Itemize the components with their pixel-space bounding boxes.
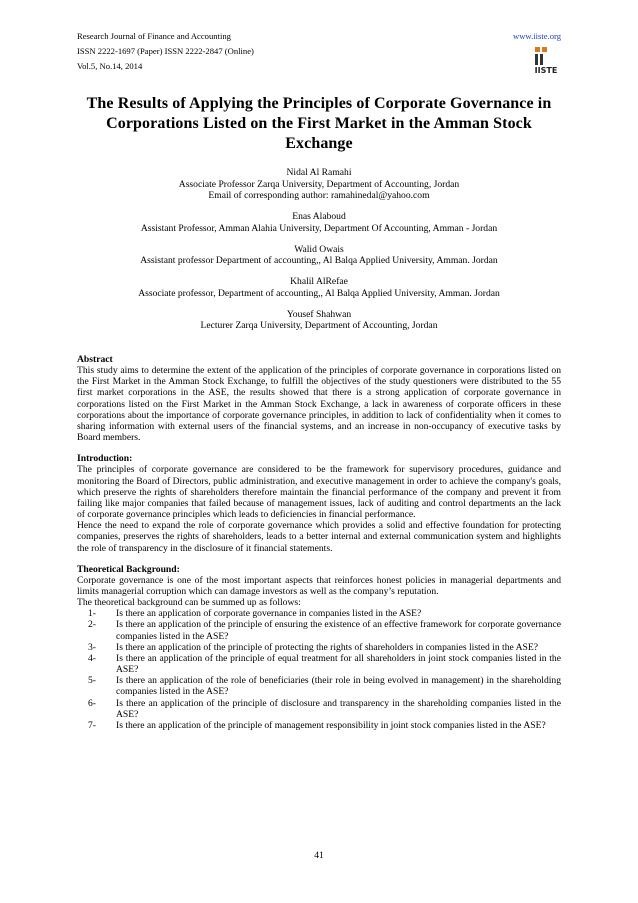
- author-affiliation: Email of corresponding author: ramahinedal@yahoo.com: [208, 190, 430, 201]
- question-text: Is there an application of the principle of ensuring the existence of an effective framework for corporate governance companies listed in the ASE?: [116, 619, 561, 642]
- question-text: Is there an application of the principle of disclosure and transparency in the shareholding companies listed in the ASE?: [116, 697, 561, 720]
- journal-issn: ISSN 2222-1697 (Paper) ISSN 2222-2847 (Online): [77, 46, 254, 56]
- question-text: Is there an application of corporate governance in companies listed in the ASE?: [116, 608, 422, 620]
- question-item: [77, 642, 561, 653]
- question-number: 6-: [88, 697, 96, 709]
- journal-header: [77, 29, 254, 74]
- author-block: [76, 167, 562, 202]
- abstract-heading: Abstract: [77, 354, 113, 365]
- author-block: [76, 276, 562, 299]
- author-name: Yousef Shahwan: [286, 308, 352, 320]
- author-affiliation: Associate professor, Department of accounting,, Al Balqa Applied University, Amman. Jordan: [138, 287, 500, 299]
- introduction-paragraph: Hence the need to expand the role of corporate governance which provides a solid and effective foundation for protecting companies, preserves the rights of shareholders, leads to a better internal and external communication system and highlights the role of transparency in the disclosure of it financial statements.: [77, 520, 561, 554]
- question-item: [77, 698, 561, 720]
- question-text: Is there an application of the principle of protecting the rights of shareholders in companies listed in the ASE?: [116, 641, 539, 653]
- author-affiliation: Associate Professor Zarqa University, Department of Accounting, Jordan: [178, 178, 460, 190]
- author-list: [76, 167, 562, 341]
- journal-name: Research Journal of Finance and Accounting: [77, 31, 231, 41]
- question-number: 1-: [88, 608, 96, 620]
- question-number: 5-: [88, 675, 96, 687]
- question-text: Is there an application of the principle of management responsibility in joint stock companies listed in the ASE?: [116, 719, 546, 731]
- journal-volume: Vol.5, No.14, 2014: [77, 61, 143, 71]
- question-text: Is there an application of the role of beneficiaries (their role in being evolved in management) in the shareholding companies listed in the ASE?: [116, 675, 561, 698]
- svg-text:IISTE: IISTE: [534, 66, 558, 75]
- question-item: [77, 720, 561, 731]
- paper-title: The Results of Applying the Principles of Corporate Governance in Corporations Listed on the First Market in the Amman Stock Exchange: [86, 95, 552, 152]
- question-number: 4-: [88, 652, 96, 664]
- author-block: [76, 309, 562, 332]
- theoretical-paragraph: Corporate governance is one of the most important aspects that reinforces honest policies in managerial departments and limits managerial corruption which can damage investors as well as the company’s reputation.: [77, 574, 561, 597]
- abstract-text: This study aims to determine the extent of the application of the principles of corporate governance in corporations listed on the First Market in the Amman Stock Exchange, to fulfill the objectives of the study questioners were distributed to the 55 first market corporations in the ASE, the results showed that there is a strong application of corporate governance in corporations listed on the First Market in the Amman Stock Exchange, a lack in awareness of corporate officers in these corporations about the importance of corporate governance principles, in addition to lack of confidentiality when it comes to sharing information with external users of the financial systems, and an increase in non-occupancy of executive tasks by Board members.: [77, 365, 561, 444]
- question-number: 3-: [88, 641, 96, 653]
- author-block: [76, 211, 562, 234]
- question-number: 7-: [88, 719, 96, 731]
- question-item: [77, 608, 561, 619]
- author-name: Nidal Al Ramahi: [286, 167, 352, 178]
- author-name: Khalil AlRefae: [290, 276, 348, 287]
- theoretical-paragraph: The theoretical background can be summed up as follows:: [77, 597, 301, 609]
- author-affiliation: Assistant Professor, Amman Alahia University, Department Of Accounting, Amman - Jordan: [140, 222, 498, 234]
- question-item: [77, 675, 561, 697]
- theoretical-heading: Theoretical Background:: [77, 563, 180, 575]
- page-number: 41: [314, 850, 324, 861]
- question-list: [77, 608, 561, 731]
- paper-body: [77, 354, 561, 731]
- author-block: [76, 244, 562, 267]
- question-number: 2-: [88, 619, 96, 631]
- question-item: [77, 619, 561, 641]
- author-affiliation: Lecturer Zarqa University, Department of Accounting, Jordan: [200, 320, 438, 331]
- question-item: [77, 653, 561, 675]
- introduction-heading: Introduction:: [77, 453, 133, 465]
- author-name: Enas Alaboud: [292, 211, 346, 222]
- author-name: Walid Owais: [294, 243, 344, 255]
- introduction-paragraph: The principles of corporate governance are considered to be the framework for supervisory procedures, guidance and monitoring the Board of Directors, public administration, and executive management in order to achieve the company's goals, which preserve the rights of shareholders therefore maintain the financial performance of the company and prevent it from failing like major companies that failed because of management issues, lack of auditing and control departments an the lack of corporate governance principles which leads to deficiencies in financial performance.: [77, 464, 561, 521]
- question-text: Is there an application of the principle of equal treatment for all shareholders in joint stock companies listed in the ASE?: [116, 652, 561, 676]
- journal-website-link[interactable]: www.iiste.org: [513, 31, 561, 41]
- author-affiliation: Assistant professor Department of accounting,, Al Balqa Applied University, Amman. Jordan: [140, 255, 498, 266]
- iiste-logo: [531, 45, 561, 75]
